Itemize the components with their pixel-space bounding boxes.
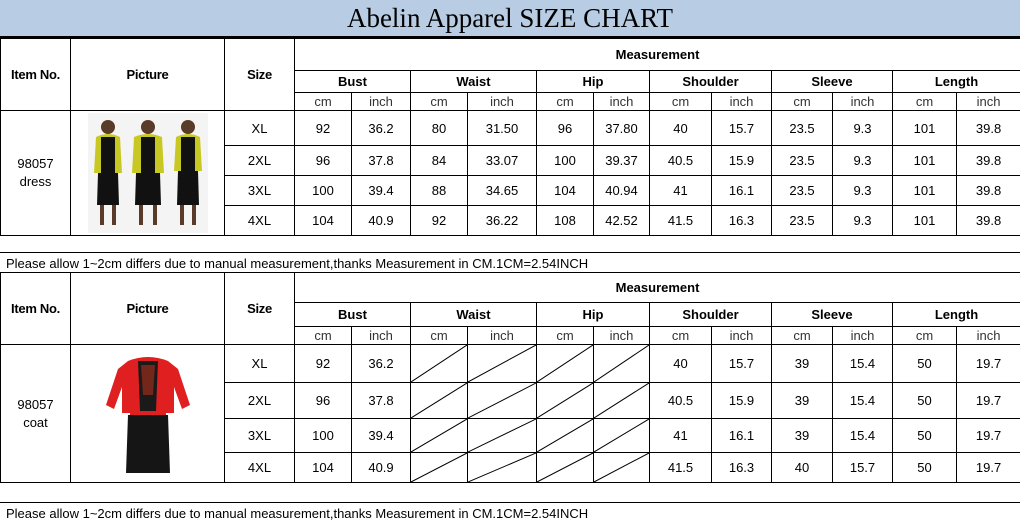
size-cell: XL xyxy=(225,111,295,146)
length-header: Length xyxy=(893,303,1020,327)
waist-inch-cell: 33.07 xyxy=(468,146,537,176)
hip-inch-cell: 42.52 xyxy=(594,206,650,236)
not-applicable-cell xyxy=(594,383,650,419)
sleeve-header: Sleeve xyxy=(772,71,893,93)
waist-header: Waist xyxy=(411,71,537,93)
bust-cm-cell: 104 xyxy=(295,453,352,483)
item-cell xyxy=(1,345,71,483)
not-applicable-cell xyxy=(468,345,537,383)
shoulder-header: Shoulder xyxy=(650,303,772,327)
waist-header: Waist xyxy=(411,303,537,327)
bust-cm-cell: 92 xyxy=(295,345,352,383)
size-cell: 2XL xyxy=(225,383,295,419)
waist-cm-cell: 92 xyxy=(411,206,468,236)
dress-size-table xyxy=(0,38,1020,236)
bust-cm-cell: 104 xyxy=(295,206,352,236)
shoulder-cm-cell: 40 xyxy=(650,111,712,146)
hip-cm-cell: 104 xyxy=(537,176,594,206)
length-inch-cell: 39.8 xyxy=(957,206,1020,236)
length-cm-cell: 101 xyxy=(893,146,957,176)
unit-inch: inch xyxy=(594,327,650,345)
sleeve-cm-cell: 39 xyxy=(772,419,833,453)
coat-dress-image xyxy=(98,349,198,479)
dress-models-image xyxy=(88,113,208,233)
length-inch-cell: 19.7 xyxy=(957,419,1020,453)
unit-inch: inch xyxy=(352,327,411,345)
size-cell: 2XL xyxy=(225,146,295,176)
length-cm-cell: 101 xyxy=(893,176,957,206)
sleeve-cm-cell: 23.5 xyxy=(772,176,833,206)
unit-inch: inch xyxy=(712,93,772,111)
bust-inch-cell: 39.4 xyxy=(352,419,411,453)
length-inch-cell: 39.8 xyxy=(957,111,1020,146)
hip-header: Hip xyxy=(537,303,650,327)
chart-title: Abelin Apparel SIZE CHART xyxy=(0,0,1020,38)
item-no-header: Item No. xyxy=(1,273,71,345)
hip-inch-cell: 37.80 xyxy=(594,111,650,146)
sleeve-inch-cell: 9.3 xyxy=(833,176,893,206)
sleeve-inch-cell: 15.7 xyxy=(833,453,893,483)
sleeve-inch-cell: 15.4 xyxy=(833,345,893,383)
unit-cm: cm xyxy=(893,93,957,111)
bust-cm-cell: 92 xyxy=(295,111,352,146)
unit-cm: cm xyxy=(537,327,594,345)
length-cm-cell: 50 xyxy=(893,453,957,483)
hip-inch-cell: 40.94 xyxy=(594,176,650,206)
bust-cm-cell: 100 xyxy=(295,176,352,206)
not-applicable-cell xyxy=(594,345,650,383)
shoulder-inch-cell: 15.9 xyxy=(712,146,772,176)
length-inch-cell: 19.7 xyxy=(957,383,1020,419)
bust-cm-cell: 100 xyxy=(295,419,352,453)
size-cell: 3XL xyxy=(225,419,295,453)
measurement-header: Measurement xyxy=(295,273,1020,303)
not-applicable-cell xyxy=(468,419,537,453)
not-applicable-cell xyxy=(594,419,650,453)
sleeve-cm-cell: 40 xyxy=(772,453,833,483)
bust-inch-cell: 36.2 xyxy=(352,345,411,383)
not-applicable-cell xyxy=(537,345,594,383)
picture-header: Picture xyxy=(71,273,225,345)
not-applicable-cell xyxy=(537,419,594,453)
unit-inch: inch xyxy=(833,93,893,111)
item-number: 98057 xyxy=(1,155,70,173)
length-cm-cell: 101 xyxy=(893,206,957,236)
bust-header: Bust xyxy=(295,71,411,93)
measurement-note: Please allow 1~2cm differs due to manual measurement,thanks Measurement in CM.1CM=2.54INCH xyxy=(0,252,1020,272)
sleeve-inch-cell: 15.4 xyxy=(833,383,893,419)
unit-cm: cm xyxy=(650,327,712,345)
not-applicable-cell xyxy=(468,383,537,419)
shoulder-inch-cell: 15.9 xyxy=(712,383,772,419)
hip-inch-cell: 39.37 xyxy=(594,146,650,176)
sleeve-cm-cell: 23.5 xyxy=(772,146,833,176)
unit-inch: inch xyxy=(468,327,537,345)
hip-cm-cell: 108 xyxy=(537,206,594,236)
item-type: dress xyxy=(1,173,70,191)
size-cell: 3XL xyxy=(225,176,295,206)
unit-cm: cm xyxy=(772,327,833,345)
not-applicable-cell xyxy=(411,419,468,453)
sleeve-inch-cell: 15.4 xyxy=(833,419,893,453)
length-cm-cell: 50 xyxy=(893,419,957,453)
sleeve-inch-cell: 9.3 xyxy=(833,206,893,236)
not-applicable-cell xyxy=(411,383,468,419)
bust-inch-cell: 37.8 xyxy=(352,146,411,176)
shoulder-cm-cell: 41.5 xyxy=(650,206,712,236)
bust-inch-cell: 40.9 xyxy=(352,453,411,483)
dress-picture xyxy=(71,111,225,236)
shoulder-inch-cell: 16.3 xyxy=(712,453,772,483)
item-no-header: Item No. xyxy=(1,39,71,111)
unit-cm: cm xyxy=(295,93,352,111)
bust-inch-cell: 37.8 xyxy=(352,383,411,419)
not-applicable-cell xyxy=(537,453,594,483)
shoulder-cm-cell: 40.5 xyxy=(650,146,712,176)
table-row xyxy=(1,345,1020,383)
unit-cm: cm xyxy=(772,93,833,111)
unit-inch: inch xyxy=(957,93,1020,111)
hip-cm-cell: 96 xyxy=(537,111,594,146)
unit-inch: inch xyxy=(712,327,772,345)
unit-cm: cm xyxy=(893,327,957,345)
item-number: 98057 xyxy=(1,396,70,414)
sleeve-inch-cell: 9.3 xyxy=(833,146,893,176)
length-cm-cell: 50 xyxy=(893,383,957,419)
coat-picture xyxy=(71,345,225,483)
unit-inch: inch xyxy=(352,93,411,111)
not-applicable-cell xyxy=(468,453,537,483)
size-cell: XL xyxy=(225,345,295,383)
sleeve-cm-cell: 39 xyxy=(772,383,833,419)
hip-cm-cell: 100 xyxy=(537,146,594,176)
not-applicable-cell xyxy=(537,383,594,419)
unit-inch: inch xyxy=(833,327,893,345)
bust-cm-cell: 96 xyxy=(295,146,352,176)
waist-inch-cell: 36.22 xyxy=(468,206,537,236)
not-applicable-cell xyxy=(411,453,468,483)
length-inch-cell: 19.7 xyxy=(957,453,1020,483)
length-inch-cell: 39.8 xyxy=(957,176,1020,206)
waist-inch-cell: 31.50 xyxy=(468,111,537,146)
length-header: Length xyxy=(893,71,1020,93)
sleeve-header: Sleeve xyxy=(772,303,893,327)
shoulder-cm-cell: 41 xyxy=(650,176,712,206)
shoulder-inch-cell: 15.7 xyxy=(712,345,772,383)
waist-cm-cell: 84 xyxy=(411,146,468,176)
hip-header: Hip xyxy=(537,71,650,93)
sleeve-cm-cell: 23.5 xyxy=(772,206,833,236)
sleeve-cm-cell: 39 xyxy=(772,345,833,383)
unit-cm: cm xyxy=(537,93,594,111)
table-row xyxy=(1,111,1020,146)
size-header: Size xyxy=(225,273,295,345)
size-header: Size xyxy=(225,39,295,111)
shoulder-cm-cell: 41.5 xyxy=(650,453,712,483)
unit-inch: inch xyxy=(957,327,1020,345)
waist-inch-cell: 34.65 xyxy=(468,176,537,206)
bust-inch-cell: 40.9 xyxy=(352,206,411,236)
length-cm-cell: 101 xyxy=(893,111,957,146)
length-cm-cell: 50 xyxy=(893,345,957,383)
waist-cm-cell: 80 xyxy=(411,111,468,146)
measurement-note: Please allow 1~2cm differs due to manual measurement,thanks Measurement in CM.1CM=2.54INCH xyxy=(0,502,1020,522)
item-type: coat xyxy=(1,414,70,432)
bust-cm-cell: 96 xyxy=(295,383,352,419)
unit-cm: cm xyxy=(650,93,712,111)
shoulder-cm-cell: 41 xyxy=(650,419,712,453)
item-cell xyxy=(1,111,71,236)
bust-inch-cell: 39.4 xyxy=(352,176,411,206)
shoulder-cm-cell: 40 xyxy=(650,345,712,383)
waist-cm-cell: 88 xyxy=(411,176,468,206)
unit-cm: cm xyxy=(411,93,468,111)
shoulder-inch-cell: 15.7 xyxy=(712,111,772,146)
picture-header: Picture xyxy=(71,39,225,111)
shoulder-inch-cell: 16.3 xyxy=(712,206,772,236)
shoulder-cm-cell: 40.5 xyxy=(650,383,712,419)
sleeve-cm-cell: 23.5 xyxy=(772,111,833,146)
not-applicable-cell xyxy=(594,453,650,483)
coat-size-table xyxy=(0,272,1020,483)
not-applicable-cell xyxy=(411,345,468,383)
unit-cm: cm xyxy=(295,327,352,345)
length-inch-cell: 19.7 xyxy=(957,345,1020,383)
unit-inch: inch xyxy=(468,93,537,111)
shoulder-header: Shoulder xyxy=(650,71,772,93)
bust-inch-cell: 36.2 xyxy=(352,111,411,146)
bust-header: Bust xyxy=(295,303,411,327)
shoulder-inch-cell: 16.1 xyxy=(712,419,772,453)
size-cell: 4XL xyxy=(225,453,295,483)
unit-cm: cm xyxy=(411,327,468,345)
size-cell: 4XL xyxy=(225,206,295,236)
sleeve-inch-cell: 9.3 xyxy=(833,111,893,146)
unit-inch: inch xyxy=(594,93,650,111)
measurement-header: Measurement xyxy=(295,39,1020,71)
length-inch-cell: 39.8 xyxy=(957,146,1020,176)
shoulder-inch-cell: 16.1 xyxy=(712,176,772,206)
